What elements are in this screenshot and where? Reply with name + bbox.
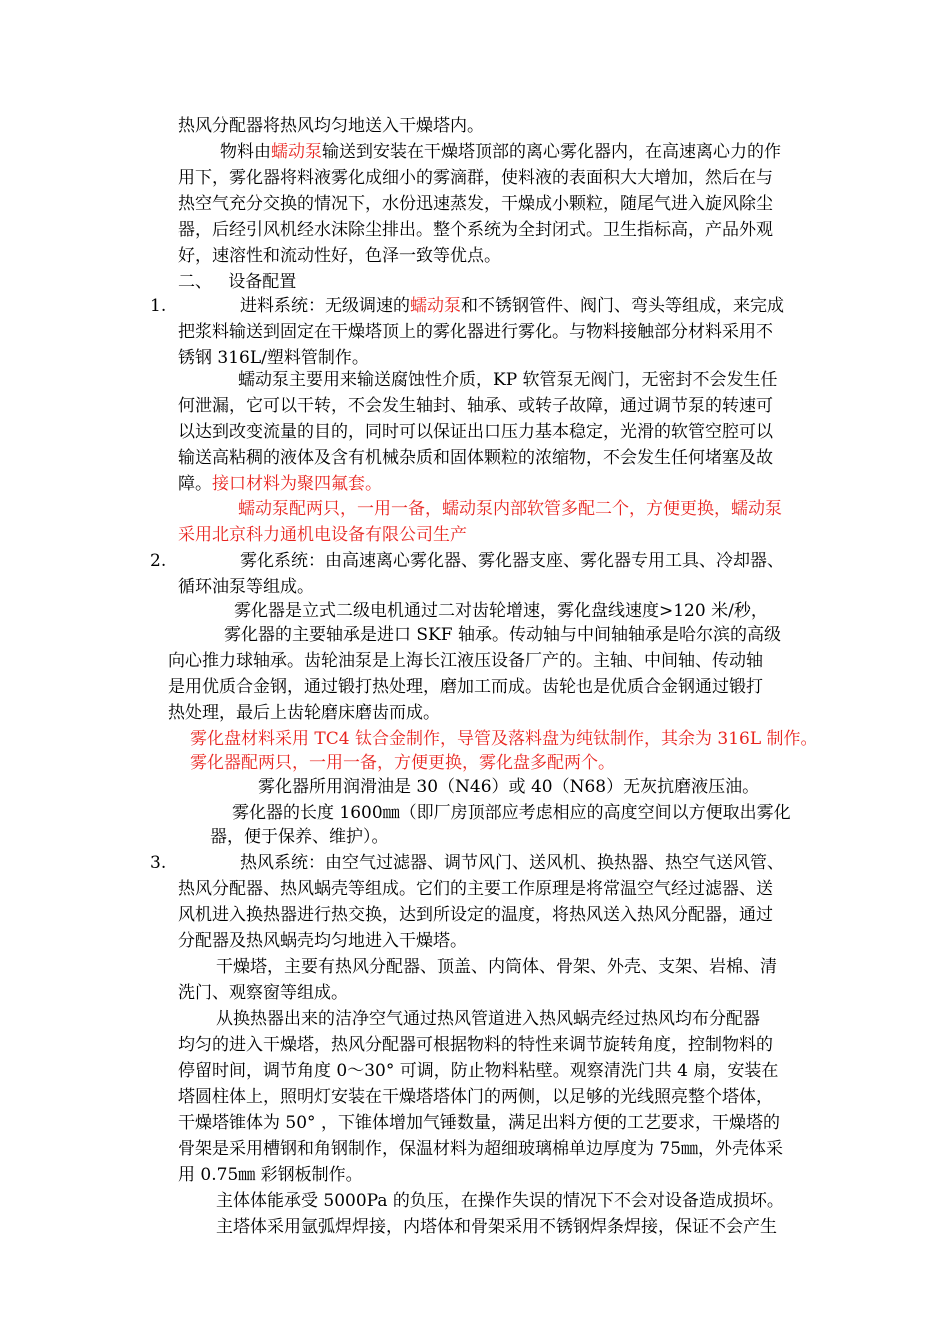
- list-item-atomizer: 雾化系统：由高速离心雾化器、雾化器支座、雾化器专用工具、冷却器、: [240, 551, 784, 571]
- highlight-pump: 蠕动泵: [271, 142, 322, 162]
- text-line: 用 0.75㎜ 彩钢板制作。: [178, 1165, 363, 1185]
- text-line: 停留时间，调节角度 0～30° 可调，防止物料粘壁。观察清洗门共 4 扇，安装在: [178, 1061, 779, 1081]
- text-line: 是用优质合金钢，通过锻打热处理，磨加工而成。齿轮也是优质合金钢通过锻打: [168, 677, 763, 697]
- list-number: 1.: [150, 296, 167, 316]
- text-segment: 和不锈钢管件、阀门、弯头等组成，来完成: [461, 296, 784, 316]
- text-line: 循环油泵等组成。: [178, 577, 314, 597]
- text-line: 何泄漏，它可以干转，不会发生轴封、轴承、或转子故障，通过调节泵的转速可: [178, 396, 773, 416]
- list-number: 3.: [150, 853, 167, 873]
- highlight-note: 采用北京科力通机电设备有限公司生产: [178, 525, 467, 545]
- text-line: 分配器及热风蜗壳均匀地进入干燥塔。: [178, 931, 467, 951]
- text-line: 雾化器的主要轴承是进口 SKF 轴承。传动轴与中间轴轴承是哈尔滨的高级: [224, 625, 781, 645]
- list-item-feed: [240, 293, 784, 319]
- text-line: 热处理，最后上齿轮磨床磨齿而成。: [168, 703, 440, 723]
- highlight-note: 蠕动泵配两只，一用一备，蠕动泵内部软管多配二个，方便更换，蠕动泵: [238, 499, 782, 519]
- text-segment: 物料由: [220, 142, 271, 162]
- text-line: 风机进入换热器进行热交换，达到所设定的温度，将热风送入热风分配器，通过: [178, 905, 773, 925]
- text-line: 骨架是采用槽钢和角钢制作，保温材料为超细玻璃棉单边厚度为 75㎜，外壳体采: [178, 1139, 784, 1159]
- list-item-hot-air: 热风系统：由空气过滤器、调节风门、送风机、换热器、热空气送风管、: [240, 853, 784, 873]
- text-line: 雾化器的长度 1600㎜（即厂房顶部应考虑相应的高度空间以方便取出雾化: [232, 803, 791, 823]
- text-segment: 障。: [178, 474, 212, 494]
- section-heading: 二、 设备配置: [178, 272, 297, 292]
- text-line: 好，速溶性和流动性好，色泽一致等优点。: [178, 246, 501, 266]
- text-line: 主体体能承受 5000Pa 的负压，在操作失误的情况下不会对设备造成损坏。: [216, 1191, 784, 1211]
- paragraph-intro: [220, 139, 781, 165]
- text-line: 以达到改变流量的目的，同时可以保证出口压力基本稳定，光滑的软管空腔可以: [178, 422, 773, 442]
- text-line: 均匀的进入干燥塔，热风分配器可根据物料的特性来调节旋转角度，控制物料的: [178, 1035, 773, 1055]
- text-line: 主塔体采用氩弧焊焊接，内塔体和骨架采用不锈钢焊条焊接，保证不会产生: [216, 1217, 777, 1237]
- text-line: 蠕动泵主要用来输送腐蚀性介质，KP 软管泵无阀门，无密封不会发生任: [238, 370, 778, 390]
- text-segment: 输送到安装在干燥塔顶部的离心雾化器内，在高速离心力的作: [322, 142, 781, 162]
- text-line: 锈钢 316L/塑料管制作。: [178, 348, 369, 368]
- text-line: 把浆料输送到固定在干燥塔顶上的雾化器进行雾化。与物料接触部分材料采用不: [178, 322, 773, 342]
- list-number: 2.: [150, 551, 167, 571]
- text-line: 热风分配器将热风均匀地送入干燥塔内。: [178, 116, 484, 136]
- text-line: 输送高粘稠的液体及含有机械杂质和固体颗粒的浓缩物，不会发生任何堵塞及故: [178, 448, 773, 468]
- text-line: 雾化器所用润滑油是 30（N46）或 40（N68）无灰抗磨液压油。: [258, 777, 760, 797]
- text-line: 器，后经引风机经水沫除尘排出。整个系统为全封闭式。卫生指标高，产品外观: [178, 220, 773, 240]
- text-line: 用下，雾化器将料液雾化成细小的雾滴群，使料液的表面积大大增加，然后在与: [178, 168, 773, 188]
- text-line: 干燥塔锥体为 50° ，下锥体增加气锤数量，满足出料方便的工艺要求，干燥塔的: [178, 1113, 780, 1133]
- text-line: 器，便于保养、维护）。: [210, 827, 389, 847]
- text-line: [178, 471, 382, 497]
- text-line: 雾化器是立式二级电机通过二对齿轮增速，雾化盘线速度>120 米/秒，: [234, 601, 768, 621]
- text-line: 热空气充分交换的情况下，水份迅速蒸发，干燥成小颗粒，随尾气进入旋风除尘: [178, 194, 773, 214]
- highlight-pump: 蠕动泵: [410, 296, 461, 316]
- text-line: 塔圆柱体上，照明灯安装在干燥塔塔体门的两侧，以足够的光线照亮整个塔体，: [178, 1087, 773, 1107]
- text-line: 干燥塔，主要有热风分配器、顶盖、内筒体、骨架、外壳、支架、岩棉、清: [216, 957, 777, 977]
- text-line: 从换热器出来的洁净空气通过热风管道进入热风蜗壳经过热风均布分配器: [216, 1009, 760, 1029]
- text-segment: 进料系统：无级调速的: [240, 296, 410, 316]
- highlight-note: 接口材料为聚四氟套。: [212, 474, 382, 494]
- text-line: 向心推力球轴承。齿轮油泵是上海长江液压设备厂产的。主轴、中间轴、传动轴: [168, 651, 763, 671]
- highlight-note: 雾化盘材料采用 TC4 钛合金制作，导管及落料盘为纯钛制作，其余为 316L 制作。: [190, 729, 818, 749]
- highlight-note: 雾化器配两只，一用一备，方便更换，雾化盘多配两个。: [190, 753, 615, 773]
- text-line: 热风分配器、热风蜗壳等组成。它们的主要工作原理是将常温空气经过滤器、送: [178, 879, 773, 899]
- text-line: 洗门、观察窗等组成。: [178, 983, 348, 1003]
